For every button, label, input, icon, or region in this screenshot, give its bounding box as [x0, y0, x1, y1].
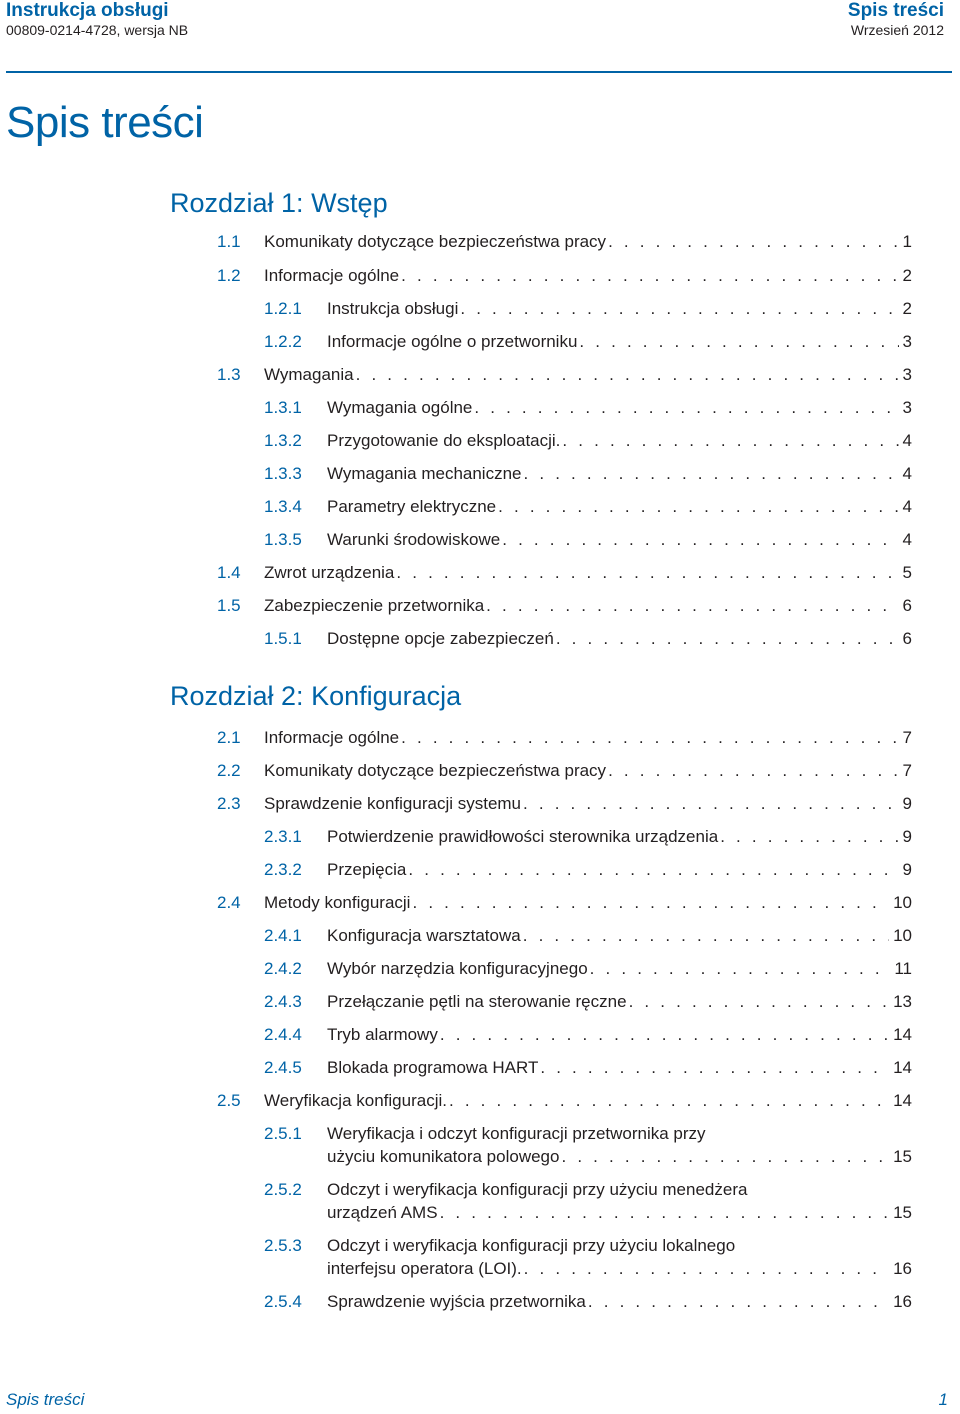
toc-entry-label: Potwierdzenie prawidłowości sterownika urządzenia: [327, 827, 719, 846]
toc-entry[interactable]: [264, 957, 912, 981]
toc-entry-number: 1.2: [217, 266, 241, 285]
dot-leader: [586, 1290, 889, 1314]
dot-leader: [538, 1056, 889, 1080]
toc-entry-row: [327, 297, 912, 321]
toc-entry-row: [327, 1145, 912, 1169]
toc-entry-number: 2.3.2: [264, 860, 302, 879]
toc-entry-page: 5: [902, 563, 912, 582]
toc-entry-page: 10: [893, 893, 912, 912]
toc-entry[interactable]: [264, 528, 912, 552]
toc-entry-label: Parametry elektryczne: [327, 497, 497, 516]
toc-entry-page: 3: [902, 398, 912, 417]
toc-entry-label: Konfiguracja warsztatowa: [327, 926, 521, 945]
toc-entry-row: [327, 627, 912, 651]
dot-leader: [521, 792, 899, 816]
toc-entry-row: [327, 957, 912, 981]
toc-entry-label: Wymagania: [264, 365, 354, 384]
toc-entry-label: Wybór narzędzia konfiguracyjnego: [327, 959, 588, 978]
toc-entry-label: Zabezpieczenie przetwornika: [264, 596, 485, 615]
toc-entry-row: [264, 1089, 912, 1113]
toc-entry-page: 16: [893, 1292, 912, 1311]
toc-entry-row: [264, 792, 912, 816]
toc-entry[interactable]: [217, 891, 912, 915]
toc-entry-page: 7: [902, 761, 912, 780]
toc-entry-page: 10: [893, 926, 912, 945]
toc-entry-number: 2.1: [217, 728, 241, 747]
dot-leader: [399, 726, 898, 750]
dot-leader: [500, 528, 898, 552]
toc-entry-page: 3: [902, 332, 912, 351]
toc-entry-page: 1: [902, 232, 912, 251]
toc-entry-number: 1.3.3: [264, 464, 302, 483]
toc-entry[interactable]: [264, 1122, 912, 1172]
toc-entry-row: [327, 495, 912, 519]
toc-entry-row: [327, 1257, 912, 1281]
toc-entry-number: 2.5.4: [264, 1292, 302, 1311]
toc-entry-label: Sprawdzenie wyjścia przetwornika: [327, 1292, 586, 1311]
toc-entry[interactable]: [217, 792, 912, 816]
toc-entry-row: [264, 230, 912, 254]
toc-entry-row: [327, 528, 912, 552]
header-rule: [6, 71, 952, 73]
dot-leader: [458, 297, 898, 321]
toc-entry-row: [327, 858, 912, 882]
toc-entry[interactable]: [264, 1056, 912, 1080]
toc-entry[interactable]: [264, 1178, 912, 1228]
chapter-heading[interactable]: Rozdział 1: Wstęp: [170, 188, 388, 218]
dot-leader: [472, 396, 898, 420]
toc-entry-number: 1.3: [217, 365, 241, 384]
toc-entry-row: [327, 330, 912, 354]
footer-left: Spis treści: [6, 1390, 85, 1409]
dot-leader: [577, 330, 898, 354]
toc-entry-number: 1.1: [217, 232, 241, 251]
toc-entry-page: 7: [902, 728, 912, 747]
toc-entry[interactable]: [264, 1023, 912, 1047]
toc-entry-number: 1.2.1: [264, 299, 302, 318]
toc-entry-label: Komunikaty dotyczące bezpieczeństwa pracy: [264, 232, 607, 251]
toc-entry-label-line1: Weryfikacja i odczyt konfiguracji przetwornika przy: [327, 1124, 706, 1143]
dot-leader: [522, 462, 899, 486]
dot-leader: [410, 891, 889, 915]
dot-leader: [394, 561, 898, 585]
dot-leader: [559, 1145, 889, 1169]
toc-entry-row: [327, 396, 912, 420]
toc-entry[interactable]: [264, 627, 912, 651]
toc-entry[interactable]: [217, 1089, 912, 1113]
toc-entry-page: 3: [902, 365, 912, 384]
toc-entry-page: 6: [902, 596, 912, 615]
toc-entry-row: [327, 990, 912, 1014]
toc-entry-label: Informacje ogólne: [264, 728, 400, 747]
toc-entry-page: 9: [902, 860, 912, 879]
toc-entry-page: 9: [902, 794, 912, 813]
toc-entry-number: 1.3.1: [264, 398, 302, 417]
toc-entry-label: Metody konfiguracji: [264, 893, 411, 912]
toc-entry-number: 2.5: [217, 1091, 241, 1110]
toc-entry[interactable]: [264, 495, 912, 519]
toc-entry-row: [264, 891, 912, 915]
toc-entry-label: Blokada programowa HART: [327, 1058, 539, 1077]
toc-entry-row: [327, 429, 912, 453]
toc-entry-page: 4: [902, 530, 912, 549]
toc-entry-page: 15: [893, 1203, 912, 1222]
toc-entry[interactable]: [264, 429, 912, 453]
toc-entry-label: Instrukcja obsługi: [327, 299, 459, 318]
toc-entry-row: [264, 264, 912, 288]
dot-leader: [438, 1201, 890, 1225]
footer-page-number: 1: [938, 1390, 948, 1409]
toc-entry-label: urządzeń AMS: [327, 1203, 438, 1222]
toc-entry-number: 2.4: [217, 893, 241, 912]
toc-entry[interactable]: [264, 858, 912, 882]
dot-leader: [718, 825, 898, 849]
toc-entry-row: [264, 561, 912, 585]
toc-entry-number: 2.4.4: [264, 1025, 302, 1044]
toc-entry-label: Przepięcia: [327, 860, 407, 879]
toc-entry-number: 2.3: [217, 794, 241, 813]
toc-entry-number: 2.5.1: [264, 1124, 302, 1143]
dot-leader: [438, 1023, 889, 1047]
dot-leader: [606, 230, 898, 254]
toc-entry-number: 2.3.1: [264, 827, 302, 846]
toc-entry-number: 2.2: [217, 761, 241, 780]
toc-entry-page: 14: [893, 1091, 912, 1110]
dot-leader: [484, 594, 898, 618]
toc-entry-row: [327, 924, 912, 948]
toc-entry-number: 2.4.5: [264, 1058, 302, 1077]
toc-entry-page: 2: [902, 299, 912, 318]
dot-leader: [406, 858, 898, 882]
toc-entry[interactable]: [264, 1290, 912, 1314]
toc-entry-row: [264, 594, 912, 618]
toc-entry-number: 1.3.5: [264, 530, 302, 549]
toc-entry-number: 1.3.2: [264, 431, 302, 450]
toc-entry-number: 1.5.1: [264, 629, 302, 648]
toc-entry-row: [327, 1201, 912, 1225]
dot-leader: [399, 264, 898, 288]
toc-entry-number: 1.3.4: [264, 497, 302, 516]
chapter-heading[interactable]: Rozdział 2: Konfiguracja: [170, 681, 462, 711]
dot-leader: [627, 990, 890, 1014]
toc-entry-number: 1.5: [217, 596, 241, 615]
toc-entry-row: [264, 363, 912, 387]
dot-leader: [496, 495, 898, 519]
toc-entry-page: 9: [902, 827, 912, 846]
toc-entry[interactable]: [264, 990, 912, 1014]
toc-entry-page: 15: [893, 1147, 912, 1166]
header-left-title: Instrukcja obsługi: [6, 0, 169, 21]
toc-entry-label: Zwrot urządzenia: [264, 563, 395, 582]
toc-entry[interactable]: [264, 924, 912, 948]
toc-entry-number: 2.5.2: [264, 1180, 302, 1199]
dot-leader: [606, 759, 898, 783]
toc-entry[interactable]: [217, 759, 912, 783]
dot-leader: [560, 429, 898, 453]
dot-leader: [554, 627, 899, 651]
toc-entry-label: Weryfikacja konfiguracji.: [264, 1091, 447, 1110]
toc-entry-label: Informacje ogólne o przetworniku: [327, 332, 578, 351]
toc-entry-page: 4: [902, 497, 912, 516]
dot-leader: [447, 1089, 889, 1113]
toc-entry[interactable]: [217, 264, 912, 288]
toc-entry-page: 4: [902, 431, 912, 450]
toc-entry-row: [264, 759, 912, 783]
toc-entry-page: 11: [894, 959, 912, 978]
toc-entry[interactable]: [264, 462, 912, 486]
toc-entry[interactable]: [217, 594, 912, 618]
dot-leader: [522, 1257, 889, 1281]
toc-entry-page: 14: [893, 1025, 912, 1044]
toc-entry[interactable]: [217, 363, 912, 387]
page-title: Spis treści: [6, 98, 204, 147]
toc-entry-label: interfejsu operatora (LOI).: [327, 1259, 522, 1278]
toc-entry[interactable]: [264, 330, 912, 354]
header-left-subtitle: 00809-0214-4728, wersja NB: [6, 22, 189, 38]
toc-entry[interactable]: [217, 230, 912, 254]
toc-entry-row: [264, 726, 912, 750]
toc-entry-number: 1.2.2: [264, 332, 302, 351]
toc-entry-label: Komunikaty dotyczące bezpieczeństwa pracy: [264, 761, 607, 780]
toc-entry-number: 2.5.3: [264, 1236, 302, 1255]
dot-leader: [588, 957, 891, 981]
toc-entry-row: [327, 1056, 912, 1080]
toc-entry-label: Dostępne opcje zabezpieczeń: [327, 629, 554, 648]
toc-entry[interactable]: [264, 825, 912, 849]
toc-entry[interactable]: [217, 561, 912, 585]
toc-entry-page: 2: [902, 266, 912, 285]
toc-entry-row: [327, 825, 912, 849]
toc-entry-label: Tryb alarmowy: [327, 1025, 438, 1044]
toc-entry-page: 16: [893, 1259, 912, 1278]
toc-entry-label: Wymagania mechaniczne: [327, 464, 522, 483]
toc-entry-label-line1: Odczyt i weryfikacja konfiguracji przy użyciu menedżera: [327, 1180, 748, 1199]
toc-entry-number: 2.4.1: [264, 926, 302, 945]
toc-entry-row: [327, 1023, 912, 1047]
toc-entry-row: [327, 462, 912, 486]
toc-entry-number: 1.4: [217, 563, 241, 582]
toc-entry-row: [327, 1290, 912, 1314]
header-right-subtitle: Wrzesień 2012: [850, 22, 944, 38]
header-right-title: Spis treści: [847, 0, 944, 21]
toc-entry[interactable]: [217, 726, 912, 750]
toc-entry-page: 6: [902, 629, 912, 648]
toc-entry[interactable]: [264, 297, 912, 321]
dot-leader: [354, 363, 899, 387]
toc-entry-page: 4: [902, 464, 912, 483]
toc-entry-number: 2.4.2: [264, 959, 302, 978]
toc-entry-label: Warunki środowiskowe: [327, 530, 501, 549]
toc-entry-label: użyciu komunikatora polowego: [327, 1147, 560, 1166]
dot-leader: [521, 924, 889, 948]
toc-entry-page: 13: [893, 992, 912, 1011]
toc-entry-label: Wymagania ogólne: [327, 398, 473, 417]
toc-entry-label: Informacje ogólne: [264, 266, 400, 285]
toc-entry-label: Sprawdzenie konfiguracji systemu: [264, 794, 522, 813]
toc-entry-label: Przygotowanie do eksploatacji.: [327, 431, 561, 450]
toc-entry-page: 14: [893, 1058, 912, 1077]
toc-entry-label: Przełączanie pętli na sterowanie ręczne: [327, 992, 627, 1011]
toc-entry-label-line1: Odczyt i weryfikacja konfiguracji przy użyciu lokalnego: [327, 1236, 736, 1255]
toc-entry[interactable]: [264, 1234, 912, 1284]
toc-entry[interactable]: [264, 396, 912, 420]
toc-entry-number: 2.4.3: [264, 992, 302, 1011]
